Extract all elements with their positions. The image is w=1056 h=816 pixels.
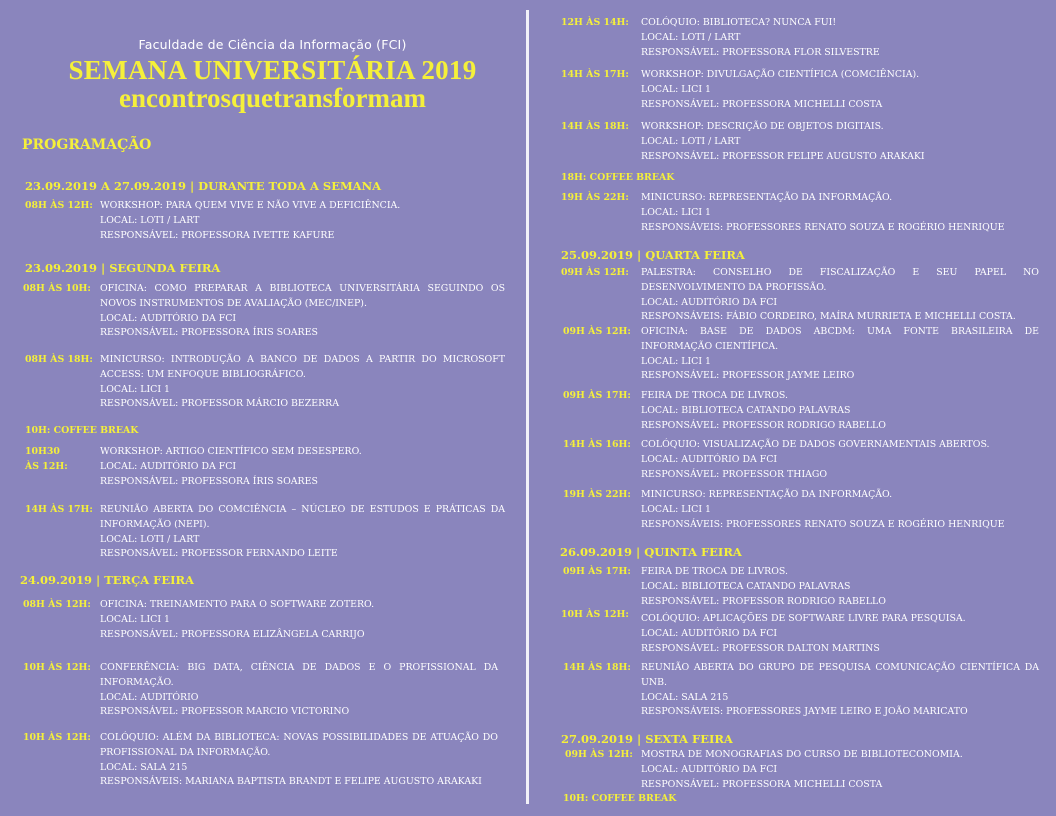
event-time: 08H ÀS 10H: xyxy=(23,283,91,294)
event-time: 08H ÀS 18H: xyxy=(25,354,93,365)
event-responsible: RESPONSÁVEL: PROFESSORA FLOR SILVESTRE xyxy=(641,46,880,58)
event-responsible: RESPONSÁVEL: PROFESSORA ÍRIS SOARES xyxy=(100,475,318,487)
event-title: REUNIÃO ABERTA DO COMCIÊNCIA – NÚCLEO DE ESTUDOS E PRÁTICAS DA INFORMAÇÃO (NEPI). xyxy=(100,504,505,530)
event-local: LOCAL: AUDITÓRIO DA FCI xyxy=(641,627,778,639)
event-local: LOCAL: LOTI / LART xyxy=(641,135,741,147)
event-title: FEIRA DE TROCA DE LIVROS. xyxy=(641,390,788,401)
event-local: LOCAL: LICI 1 xyxy=(100,613,170,625)
event-local: LOCAL: SALA 215 xyxy=(100,761,188,773)
event-title: COLÓQUIO: VISUALIZAÇÃO DE DADOS GOVERNAMENTAIS ABERTOS. xyxy=(641,439,990,450)
event-responsible: RESPONSÁVEL: PROFESSOR DALTON MARTINS xyxy=(641,642,880,654)
event-title: WORKSHOP: PARA QUEM VIVE E NÃO VIVE A DEFICIÊNCIA. xyxy=(100,200,401,211)
event-title: PALESTRA: CONSELHO DE FISCALIZAÇÃO E SEU PAPEL NO DESENVOLVIMENTO DA PROFISSÃO. xyxy=(641,267,1039,293)
event-local: LOCAL: LICI 1 xyxy=(641,355,711,367)
event-time: 09H ÀS 12H: xyxy=(561,267,629,278)
event-responsible: RESPONSÁVEL: PROFESSOR MARCIO VICTORINO xyxy=(100,706,350,718)
event-responsible: RESPONSÁVEL: PROFESSOR RODRIGO RABELLO xyxy=(641,595,886,607)
event-title: OFICINA: TREINAMENTO PARA O SOFTWARE ZOTERO. xyxy=(100,599,375,610)
event-entry xyxy=(641,612,1039,656)
event-time: 08H ÀS 12H: xyxy=(25,200,93,211)
event-time: 10H ÀS 12H: xyxy=(23,662,91,673)
event-time: 08H ÀS 12H: xyxy=(23,599,91,610)
coffee-break: 10H: COFFEE BREAK xyxy=(563,793,677,804)
event-responsible: RESPONSÁVEIS: MARIANA BAPTISTA BRANDT E FELIPE AUGUSTO ARAKAKI xyxy=(100,776,482,788)
event-title: COLÓQUIO: APLICAÇÕES DE SOFTWARE LIVRE PARA PESQUISA. xyxy=(641,613,966,624)
event-responsible: RESPONSÁVEL: PROFESSORA MICHELLI COSTA xyxy=(641,778,883,790)
event-title: WORKSHOP: DIVULGAÇÃO CIENTÍFICA (COMCIÊNCIA). xyxy=(641,69,920,80)
column-divider xyxy=(526,10,529,804)
event-entry xyxy=(100,199,505,243)
event-title: FEIRA DE TROCA DE LIVROS. xyxy=(641,566,788,577)
event-time: 09H ÀS 17H: xyxy=(563,390,631,401)
event-entry xyxy=(641,16,1041,60)
event-responsible: RESPONSÁVEL: PROFESSORA ELIZÂNGELA CARRIJO xyxy=(100,628,365,640)
event-responsible: RESPONSÁVEIS: PROFESSORES JAYME LEIRO E JOÃO MARICATO xyxy=(641,706,968,718)
event-entry xyxy=(641,438,1039,482)
event-local: LOCAL: LICI 1 xyxy=(641,503,711,515)
event-responsible: RESPONSÁVEL: PROFESSOR JAYME LEIRO xyxy=(641,370,855,382)
event-entry xyxy=(100,661,498,720)
event-responsible: RESPONSÁVEL: PROFESSOR THIAGO xyxy=(641,468,828,480)
event-title: OFICINA: COMO PREPARAR A BIBLIOTECA UNIVERSITÁRIA SEGUINDO OS NOVOS INSTRUMENTOS DE AVALIAÇÃO (MEC/INEP). xyxy=(100,283,505,309)
event-time: 12H ÀS 14H: xyxy=(561,17,629,28)
event-time: 19H ÀS 22H: xyxy=(561,192,629,203)
event-local: LOCAL: LICI 1 xyxy=(641,83,711,95)
coffee-break: 18H: COFFEE BREAK xyxy=(561,172,675,183)
day-heading-monday: 23.09.2019 | SEGUNDA FEIRA xyxy=(25,261,221,275)
event-time: 14H ÀS 18H: xyxy=(561,121,629,132)
event-local: LOCAL: SALA 215 xyxy=(641,691,729,703)
event-responsible: RESPONSÁVEL: PROFESSORA ÍRIS SOARES xyxy=(100,327,318,339)
day-heading-tuesday: 24.09.2019 | TERÇA FEIRA xyxy=(20,573,194,587)
event-time: 14H ÀS 17H: xyxy=(25,504,93,515)
event-time: 14H ÀS 18H: xyxy=(563,662,631,673)
event-entry xyxy=(100,598,498,642)
event-title: MINICURSO: INTRODUÇÃO A BANCO DE DADOS A PARTIR DO MICROSOFT ACCESS: UM ENFOQUE BIBLIOGRÁFICO. xyxy=(100,354,505,380)
event-tagline: encontrosquetransformam xyxy=(119,83,426,113)
event-responsible: RESPONSÁVEIS: FÁBIO CORDEIRO, MAÍRA MURRIETA E MICHELLI COSTA. xyxy=(641,311,1016,323)
event-local: LOCAL: AUDITÓRIO DA FCI xyxy=(641,763,778,775)
coffee-break: 10H: COFFEE BREAK xyxy=(25,425,139,436)
event-responsible: RESPONSÁVEL: PROFESSOR FERNANDO LEITE xyxy=(100,548,338,560)
day-heading-thursday: 26.09.2019 | QUINTA FEIRA xyxy=(560,545,742,559)
event-entry xyxy=(641,266,1039,325)
event-title: SEMANA UNIVERSITÁRIA 2019 xyxy=(68,55,477,85)
event-local: LOCAL: LOTI / LART xyxy=(100,214,200,226)
event-responsible: RESPONSÁVEL: PROFESSOR FELIPE AUGUSTO ARAKAKI xyxy=(641,150,925,162)
event-time: 10H ÀS 12H: xyxy=(23,732,91,743)
event-title: MINICURSO: REPRESENTAÇÃO DA INFORMAÇÃO. xyxy=(641,192,893,203)
event-local: LOCAL: BIBLIOTECA CATANDO PALAVRAS xyxy=(641,404,851,416)
event-entry xyxy=(100,282,505,341)
event-title: OFICINA: BASE DE DADOS ABCDM: UMA FONTE BRASILEIRA DE INFORMAÇÃO CIENTÍFICA. xyxy=(641,326,1039,352)
event-time: 09H ÀS 12H: xyxy=(563,326,631,337)
day-heading-friday: 27.09.2019 | SEXTA FEIRA xyxy=(561,732,733,746)
event-responsible: RESPONSÁVEL: PROFESSOR RODRIGO RABELLO xyxy=(641,419,886,431)
event-entry xyxy=(100,503,505,562)
event-title: REUNIÃO ABERTA DO GRUPO DE PESQUISA COMUNICAÇÃO CIENTÍFICA DA UNB. xyxy=(641,662,1039,688)
event-responsible: RESPONSÁVEL: PROFESSORA IVETTE KAFURE xyxy=(100,229,335,241)
day-heading-wednesday: 25.09.2019 | QUARTA FEIRA xyxy=(561,248,745,262)
event-local: LOCAL: LOTI / LART xyxy=(100,533,200,545)
event-responsible: RESPONSÁVEIS: PROFESSORES RENATO SOUZA E ROGÉRIO HENRIQUE xyxy=(641,221,1005,233)
programacao-heading: PROGRAMAÇÃO xyxy=(22,137,152,153)
event-entry xyxy=(100,353,505,412)
event-responsible: RESPONSÁVEL: PROFESSOR MÁRCIO BEZERRA xyxy=(100,398,339,410)
event-local: LOCAL: LOTI / LART xyxy=(641,31,741,43)
event-title: COLÓQUIO: ALÉM DA BIBLIOTECA: NOVAS POSSIBILIDADES DE ATUAÇÃO DO PROFISSIONAL DA INFORMAÇÃO. xyxy=(100,732,498,758)
event-entry xyxy=(641,661,1039,720)
event-time: 09H ÀS 12H: xyxy=(565,749,633,760)
event-local: LOCAL: AUDITÓRIO DA FCI xyxy=(100,460,237,472)
event-entry xyxy=(641,748,1039,792)
event-entry xyxy=(641,488,1041,532)
event-time: 10H ÀS 12H: xyxy=(561,609,629,620)
event-entry xyxy=(100,731,498,790)
event-time: 10H30 xyxy=(25,446,60,457)
event-time: 19H ÀS 22H: xyxy=(563,489,631,500)
event-local: LOCAL: AUDITÓRIO DA FCI xyxy=(100,312,237,324)
faculty-name: Faculdade de Ciência da Informação (FCI) xyxy=(138,37,407,52)
event-entry xyxy=(641,389,1039,433)
event-entry xyxy=(641,68,1041,112)
event-responsible: RESPONSÁVEL: PROFESSORA MICHELLI COSTA xyxy=(641,98,883,110)
event-time: 14H ÀS 17H: xyxy=(561,69,629,80)
event-title: WORKSHOP: DESCRIÇÃO DE OBJETOS DIGITAIS. xyxy=(641,121,884,132)
event-title: MOSTRA DE MONOGRAFIAS DO CURSO DE BIBLIOTECONOMIA. xyxy=(641,749,963,760)
event-entry xyxy=(641,565,1039,609)
event-time: 14H ÀS 16H: xyxy=(563,439,631,450)
event-entry xyxy=(641,325,1039,384)
event-local: LOCAL: AUDITÓRIO DA FCI xyxy=(641,296,778,308)
event-local: LOCAL: LICI 1 xyxy=(100,383,170,395)
event-local: LOCAL: AUDITÓRIO xyxy=(100,691,199,703)
event-local: LOCAL: LICI 1 xyxy=(641,206,711,218)
event-responsible: RESPONSÁVEIS: PROFESSORES RENATO SOUZA E ROGÉRIO HENRIQUE xyxy=(641,518,1005,530)
event-title: WORKSHOP: ARTIGO CIENTÍFICO SEM DESESPERO. xyxy=(100,446,362,457)
event-local: LOCAL: BIBLIOTECA CATANDO PALAVRAS xyxy=(641,580,851,592)
day-heading-week: 23.09.2019 A 27.09.2019 | DURANTE TODA A SEMANA xyxy=(25,179,382,193)
event-time: 09H ÀS 17H: xyxy=(563,566,631,577)
event-entry xyxy=(100,445,505,489)
event-time: ÀS 12H: xyxy=(25,461,68,472)
event-entry xyxy=(641,191,1041,235)
event-title: CONFERÊNCIA: BIG DATA, CIÊNCIA DE DADOS E O PROFISSIONAL DA INFORMAÇÃO. xyxy=(100,662,498,688)
event-local: LOCAL: AUDITÓRIO DA FCI xyxy=(641,453,778,465)
event-title: COLÓQUIO: BIBLIOTECA? NUNCA FUI! xyxy=(641,17,837,28)
event-title: MINICURSO: REPRESENTAÇÃO DA INFORMAÇÃO. xyxy=(641,489,893,500)
event-entry xyxy=(641,120,1041,164)
